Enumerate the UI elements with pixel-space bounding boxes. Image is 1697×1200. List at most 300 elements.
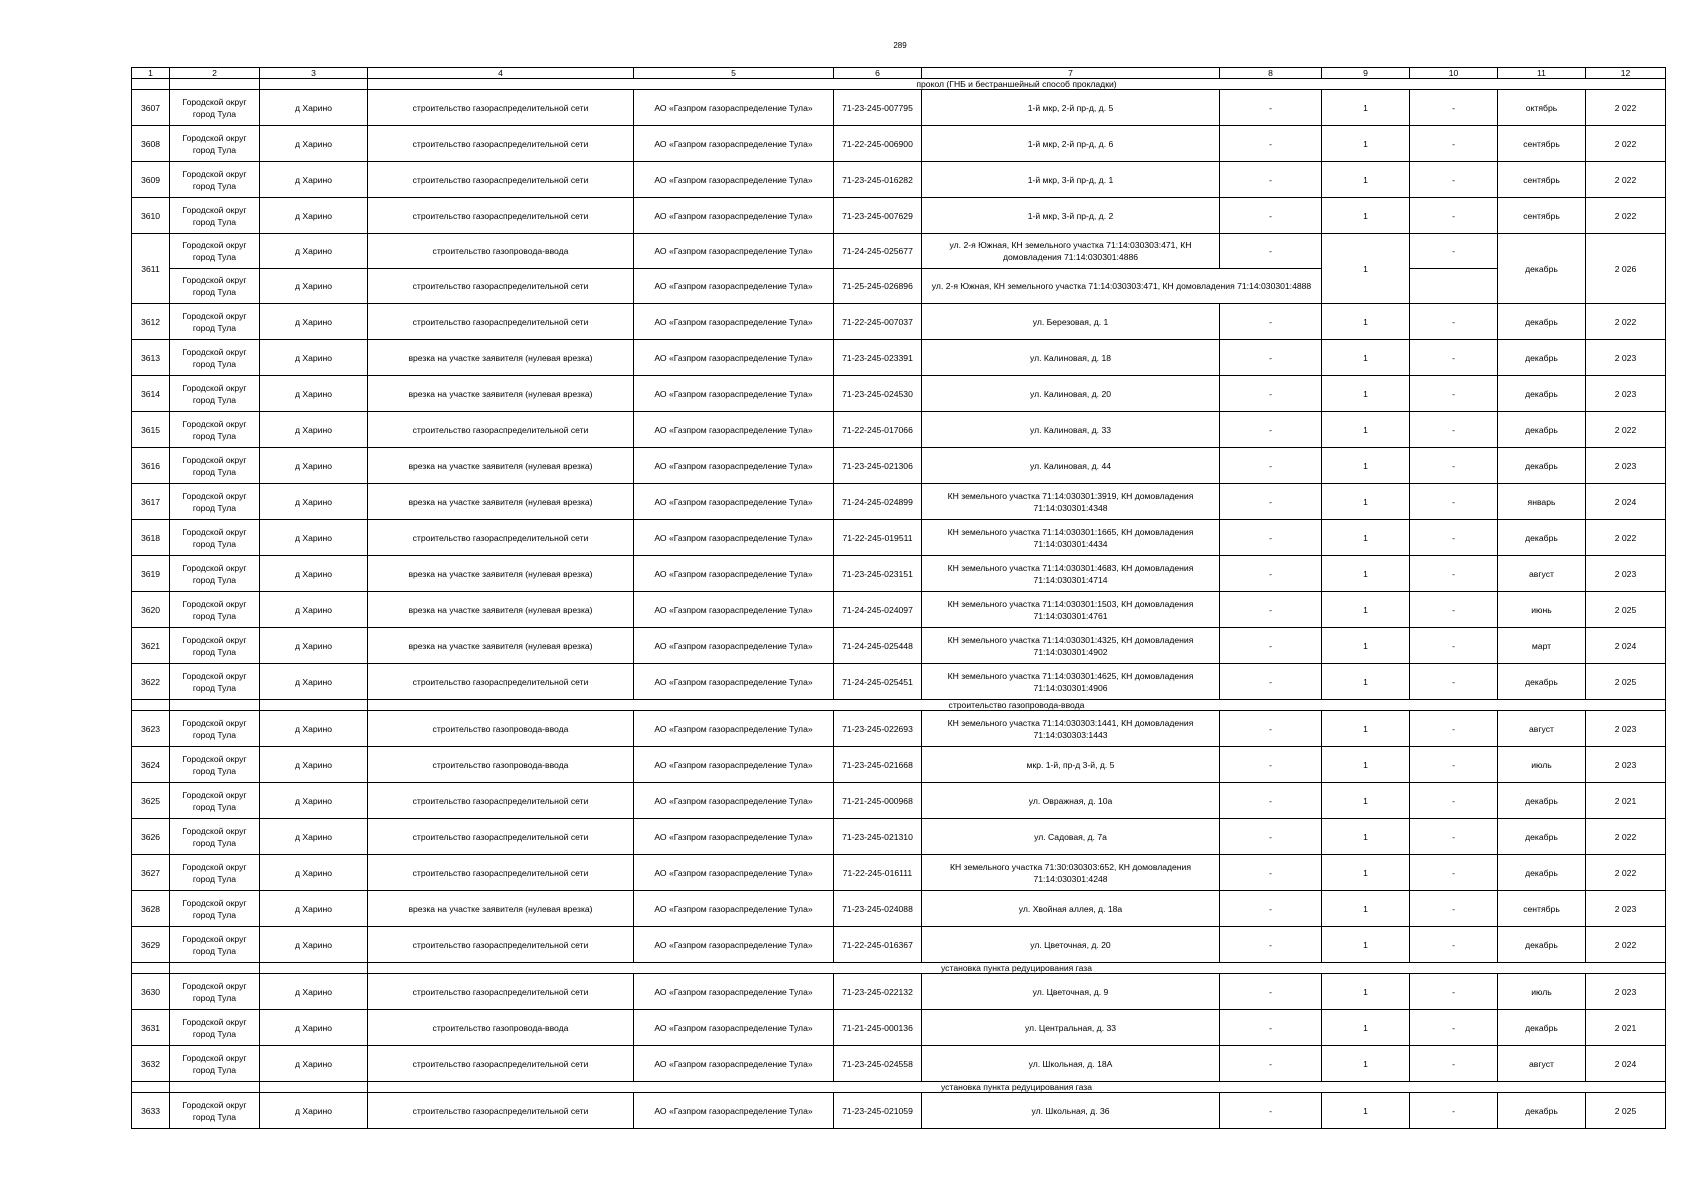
address-cell: КН земельного участка 71:14:030301:1665, КН домовладения 71:14:030301:4434	[922, 520, 1220, 556]
year-cell: 2 023	[1586, 556, 1666, 592]
month-cell: июль	[1498, 747, 1586, 783]
work-type-cell: врезка на участке заявителя (нулевая врезка)	[368, 592, 634, 628]
col10-cell: -	[1410, 891, 1498, 927]
application-code-cell: 71-24-245-025677	[834, 234, 922, 269]
col9-cell: 1	[1322, 198, 1410, 234]
work-type-cell: строительство газораспределительной сети	[368, 269, 634, 304]
table-row	[132, 162, 1666, 198]
address-cell: ул. 2-я Южная, КН земельного участка 71:14:030303:471, КН домовладения 71:14:030301:4886	[922, 234, 1220, 269]
application-code-cell: 71-23-245-022693	[834, 711, 922, 747]
work-type-cell: врезка на участке заявителя (нулевая врезка)	[368, 628, 634, 664]
col10-cell: -	[1410, 855, 1498, 891]
col8-cell: -	[1220, 1010, 1322, 1046]
row-number: 3609	[132, 162, 170, 198]
month-cell: август	[1498, 556, 1586, 592]
table-row	[132, 1093, 1666, 1129]
col10-cell: -	[1410, 664, 1498, 700]
district-cell: Городской округ город Тула	[170, 90, 260, 126]
district-cell: Городской округ город Тула	[170, 974, 260, 1010]
col10-cell: -	[1410, 628, 1498, 664]
district-cell: Городской округ город Тула	[170, 747, 260, 783]
work-type-cell: строительство газораспределительной сети	[368, 126, 634, 162]
work-type-cell: строительство газораспределительной сети	[368, 819, 634, 855]
district-cell: Городской округ город Тула	[170, 412, 260, 448]
col-header-11: 11	[1498, 68, 1586, 79]
col9-cell: 1	[1322, 556, 1410, 592]
year-cell: 2 025	[1586, 664, 1666, 700]
col8-cell: -	[1220, 340, 1322, 376]
organization-cell: АО «Газпром газораспределение Тула»	[634, 783, 834, 819]
work-type-cell: строительство газораспределительной сети	[368, 974, 634, 1010]
district-cell: Городской округ город Тула	[170, 376, 260, 412]
col10-cell: -	[1410, 783, 1498, 819]
table-body	[132, 68, 1666, 1129]
col9-cell: 1	[1322, 628, 1410, 664]
month-cell: декабрь	[1498, 927, 1586, 963]
month-cell: сентябрь	[1498, 126, 1586, 162]
work-type-cell: строительство газопровода-ввода	[368, 747, 634, 783]
address-cell: ул. Калиновая, д. 44	[922, 448, 1220, 484]
table-row	[132, 556, 1666, 592]
section-header-row	[132, 700, 1666, 711]
col10-cell: -	[1410, 1046, 1498, 1082]
address-cell: КН земельного участка 71:14:030301:4683, КН домовладения 71:14:030301:4714	[922, 556, 1220, 592]
col-header-3: 3	[260, 68, 368, 79]
col8-cell: -	[1220, 855, 1322, 891]
work-type-cell: строительство газораспределительной сети	[368, 90, 634, 126]
row-number: 3623	[132, 711, 170, 747]
organization-cell: АО «Газпром газораспределение Тула»	[634, 819, 834, 855]
col8-cell: -	[1220, 664, 1322, 700]
village-cell: д Харино	[260, 376, 368, 412]
year-cell: 2 023	[1586, 711, 1666, 747]
col8-cell: -	[1220, 819, 1322, 855]
col8-cell: -	[1220, 90, 1322, 126]
application-code-cell: 71-23-245-024530	[834, 376, 922, 412]
address-cell: ул. Калиновая, д. 20	[922, 376, 1220, 412]
year-cell: 2 021	[1586, 1010, 1666, 1046]
col9-cell: 1	[1322, 711, 1410, 747]
village-cell: д Харино	[260, 1046, 368, 1082]
table-row	[132, 376, 1666, 412]
address-cell: ул. Школьная, д. 18А	[922, 1046, 1220, 1082]
empty-cell	[170, 79, 260, 90]
col10-cell: -	[1410, 198, 1498, 234]
district-cell: Городской округ город Тула	[170, 448, 260, 484]
work-type-cell: врезка на участке заявителя (нулевая врезка)	[368, 448, 634, 484]
village-cell: д Харино	[260, 234, 368, 269]
col8-cell: -	[1220, 412, 1322, 448]
village-cell: д Харино	[260, 1010, 368, 1046]
col9-cell: 1	[1322, 376, 1410, 412]
address-cell: КН земельного участка 71:14:030301:4325, КН домовладения 71:14:030301:4902	[922, 628, 1220, 664]
district-cell: Городской округ город Тула	[170, 162, 260, 198]
table-row	[132, 304, 1666, 340]
district-cell: Городской округ город Тула	[170, 783, 260, 819]
empty-cell	[170, 963, 260, 974]
col10-cell: -	[1410, 819, 1498, 855]
address-cell: КН земельного участка 71:30:030303:652, КН домовладения 71:14:030301:4248	[922, 855, 1220, 891]
application-code-cell: 71-22-245-016367	[834, 927, 922, 963]
application-code-cell: 71-23-245-007795	[834, 90, 922, 126]
col9-cell: 1	[1322, 340, 1410, 376]
table-row	[132, 1046, 1666, 1082]
row-number: 3632	[132, 1046, 170, 1082]
work-type-cell: врезка на участке заявителя (нулевая врезка)	[368, 376, 634, 412]
village-cell: д Харино	[260, 819, 368, 855]
year-cell: 2 023	[1586, 974, 1666, 1010]
col8-cell: -	[1220, 747, 1322, 783]
month-cell: декабрь	[1498, 783, 1586, 819]
organization-cell: АО «Газпром газораспределение Тула»	[634, 1010, 834, 1046]
row-number: 3618	[132, 520, 170, 556]
address-cell: 1-й мкр, 2-й пр-д, д. 6	[922, 126, 1220, 162]
organization-cell: АО «Газпром газораспределение Тула»	[634, 269, 834, 304]
district-cell: Городской округ город Тула	[170, 304, 260, 340]
col-header-9: 9	[1322, 68, 1410, 79]
address-cell: ул. Овражная, д. 10а	[922, 783, 1220, 819]
col10-cell: -	[1410, 234, 1498, 269]
col9-cell: 1	[1322, 1093, 1410, 1129]
row-number: 3617	[132, 484, 170, 520]
address-cell: ул. 2-я Южная, КН земельного участка 71:14:030303:471, КН домовладения 71:14:030301:4888	[922, 269, 1322, 304]
row-number: 3624	[132, 747, 170, 783]
address-cell: КН земельного участка 71:14:030301:1503, КН домовладения 71:14:030301:4761	[922, 592, 1220, 628]
table-row	[132, 891, 1666, 927]
col10-cell: -	[1410, 412, 1498, 448]
year-cell: 2 025	[1586, 592, 1666, 628]
village-cell: д Харино	[260, 198, 368, 234]
col-header-7: 7	[922, 68, 1220, 79]
col8-cell: -	[1220, 484, 1322, 520]
col9-cell: 1	[1322, 855, 1410, 891]
row-number: 3633	[132, 1093, 170, 1129]
empty-cell	[260, 79, 368, 90]
address-cell: КН земельного участка 71:14:030301:3919, КН домовладения 71:14:030301:4348	[922, 484, 1220, 520]
organization-cell: АО «Газпром газораспределение Тула»	[634, 126, 834, 162]
col9-cell: 1	[1322, 234, 1410, 304]
work-type-cell: строительство газопровода-ввода	[368, 234, 634, 269]
application-code-cell: 71-24-245-025451	[834, 664, 922, 700]
row-number: 3613	[132, 340, 170, 376]
year-cell: 2 022	[1586, 412, 1666, 448]
village-cell: д Харино	[260, 974, 368, 1010]
month-cell: июнь	[1498, 592, 1586, 628]
section-title: строительство газопровода-ввода	[368, 700, 1666, 711]
col10-cell: -	[1410, 304, 1498, 340]
column-header-row	[132, 68, 1666, 79]
col8-cell: -	[1220, 162, 1322, 198]
col10-cell: -	[1410, 448, 1498, 484]
col9-cell: 1	[1322, 747, 1410, 783]
col8-cell: -	[1220, 711, 1322, 747]
district-cell: Городской округ город Тула	[170, 628, 260, 664]
empty-cell	[260, 1082, 368, 1093]
col8-cell: -	[1220, 927, 1322, 963]
village-cell: д Харино	[260, 126, 368, 162]
year-cell: 2 022	[1586, 855, 1666, 891]
table-row	[132, 234, 1666, 269]
col9-cell: 1	[1322, 927, 1410, 963]
col10-cell: -	[1410, 927, 1498, 963]
empty-cell	[260, 700, 368, 711]
month-cell: декабрь	[1498, 234, 1586, 304]
village-cell: д Харино	[260, 340, 368, 376]
organization-cell: АО «Газпром газораспределение Тула»	[634, 484, 834, 520]
address-cell: ул. Калиновая, д. 33	[922, 412, 1220, 448]
empty-cell	[170, 1082, 260, 1093]
year-cell: 2 022	[1586, 304, 1666, 340]
col8-cell: -	[1220, 198, 1322, 234]
col9-cell: 1	[1322, 126, 1410, 162]
year-cell: 2 021	[1586, 783, 1666, 819]
table-row	[132, 783, 1666, 819]
row-number: 3626	[132, 819, 170, 855]
work-type-cell: врезка на участке заявителя (нулевая врезка)	[368, 484, 634, 520]
row-number: 3615	[132, 412, 170, 448]
application-code-cell: 71-24-245-024899	[834, 484, 922, 520]
year-cell: 2 024	[1586, 484, 1666, 520]
month-cell: декабрь	[1498, 412, 1586, 448]
year-cell: 2 022	[1586, 819, 1666, 855]
year-cell: 2 022	[1586, 162, 1666, 198]
address-cell: 1-й мкр, 3-й пр-д, д. 2	[922, 198, 1220, 234]
organization-cell: АО «Газпром газораспределение Тула»	[634, 927, 834, 963]
year-cell: 2 023	[1586, 340, 1666, 376]
col9-cell: 1	[1322, 1010, 1410, 1046]
month-cell: январь	[1498, 484, 1586, 520]
village-cell: д Харино	[260, 90, 368, 126]
organization-cell: АО «Газпром газораспределение Тула»	[634, 664, 834, 700]
table-row	[132, 747, 1666, 783]
col-header-12: 12	[1586, 68, 1666, 79]
application-code-cell: 71-23-245-021306	[834, 448, 922, 484]
col10-cell: -	[1410, 520, 1498, 556]
district-cell: Городской округ город Тула	[170, 711, 260, 747]
village-cell: д Харино	[260, 484, 368, 520]
organization-cell: АО «Газпром газораспределение Тула»	[634, 304, 834, 340]
village-cell: д Харино	[260, 891, 368, 927]
district-cell: Городской округ город Тула	[170, 1010, 260, 1046]
year-cell: 2 025	[1586, 1093, 1666, 1129]
application-code-cell: 71-23-245-021059	[834, 1093, 922, 1129]
col-header-1: 1	[132, 68, 170, 79]
row-number: 3630	[132, 974, 170, 1010]
application-code-cell: 71-23-245-023151	[834, 556, 922, 592]
work-type-cell: строительство газораспределительной сети	[368, 927, 634, 963]
application-code-cell: 71-22-245-016111	[834, 855, 922, 891]
col10-cell: -	[1410, 340, 1498, 376]
row-number: 3625	[132, 783, 170, 819]
application-code-cell: 71-22-245-007037	[834, 304, 922, 340]
month-cell: сентябрь	[1498, 198, 1586, 234]
col9-cell: 1	[1322, 304, 1410, 340]
work-type-cell: врезка на участке заявителя (нулевая врезка)	[368, 891, 634, 927]
table-row	[132, 628, 1666, 664]
col8-cell: -	[1220, 520, 1322, 556]
col9-cell: 1	[1322, 592, 1410, 628]
table-row	[132, 484, 1666, 520]
table-row	[132, 664, 1666, 700]
village-cell: д Харино	[260, 664, 368, 700]
address-cell: ул. Центральная, д. 33	[922, 1010, 1220, 1046]
application-code-cell: 71-23-245-021668	[834, 747, 922, 783]
work-type-cell: строительство газораспределительной сети	[368, 162, 634, 198]
village-cell: д Харино	[260, 304, 368, 340]
organization-cell: АО «Газпром газораспределение Тула»	[634, 556, 834, 592]
col8-cell: -	[1220, 234, 1322, 269]
organization-cell: АО «Газпром газораспределение Тула»	[634, 1046, 834, 1082]
work-type-cell: строительство газопровода-ввода	[368, 711, 634, 747]
col10-cell	[1410, 269, 1498, 304]
col10-cell: -	[1410, 484, 1498, 520]
col9-cell: 1	[1322, 448, 1410, 484]
village-cell: д Харино	[260, 783, 368, 819]
col10-cell: -	[1410, 556, 1498, 592]
month-cell: декабрь	[1498, 855, 1586, 891]
year-cell: 2 023	[1586, 891, 1666, 927]
work-type-cell: строительство газораспределительной сети	[368, 855, 634, 891]
application-code-cell: 71-23-245-022132	[834, 974, 922, 1010]
row-number: 3619	[132, 556, 170, 592]
col8-cell: -	[1220, 891, 1322, 927]
work-type-cell: строительство газораспределительной сети	[368, 412, 634, 448]
district-cell: Городской округ город Тула	[170, 520, 260, 556]
objects-table	[131, 67, 1666, 1129]
month-cell: сентябрь	[1498, 162, 1586, 198]
application-code-cell: 71-23-245-023391	[834, 340, 922, 376]
village-cell: д Харино	[260, 747, 368, 783]
row-number: 3612	[132, 304, 170, 340]
month-cell: март	[1498, 628, 1586, 664]
col9-cell: 1	[1322, 1046, 1410, 1082]
col9-cell: 1	[1322, 819, 1410, 855]
month-cell: декабрь	[1498, 1093, 1586, 1129]
col-header-8: 8	[1220, 68, 1322, 79]
application-code-cell: 71-22-245-006900	[834, 126, 922, 162]
col9-cell: 1	[1322, 412, 1410, 448]
village-cell: д Харино	[260, 711, 368, 747]
col-header-4: 4	[368, 68, 634, 79]
row-number: 3621	[132, 628, 170, 664]
table-row	[132, 1010, 1666, 1046]
month-cell: декабрь	[1498, 819, 1586, 855]
section-header-row	[132, 963, 1666, 974]
col8-cell: -	[1220, 126, 1322, 162]
section-title: установка пункта редуцирования газа	[368, 1082, 1666, 1093]
month-cell: август	[1498, 711, 1586, 747]
col8-cell: -	[1220, 556, 1322, 592]
district-cell: Городской округ город Тула	[170, 891, 260, 927]
table-row	[132, 126, 1666, 162]
row-number: 3628	[132, 891, 170, 927]
district-cell: Городской округ город Тула	[170, 556, 260, 592]
year-cell: 2 023	[1586, 376, 1666, 412]
application-code-cell: 71-23-245-024558	[834, 1046, 922, 1082]
application-code-cell: 71-23-245-007629	[834, 198, 922, 234]
col10-cell: -	[1410, 711, 1498, 747]
year-cell: 2 023	[1586, 448, 1666, 484]
col8-cell: -	[1220, 1046, 1322, 1082]
col9-cell: 1	[1322, 664, 1410, 700]
table-row	[132, 412, 1666, 448]
address-cell: КН земельного участка 71:14:030301:4625, КН домовладения 71:14:030301:4906	[922, 664, 1220, 700]
address-cell: 1-й мкр, 3-й пр-д, д. 1	[922, 162, 1220, 198]
application-code-cell: 71-23-245-024088	[834, 891, 922, 927]
district-cell: Городской округ город Тула	[170, 927, 260, 963]
month-cell: декабрь	[1498, 664, 1586, 700]
work-type-cell: строительство газораспределительной сети	[368, 1046, 634, 1082]
work-type-cell: строительство газораспределительной сети	[368, 304, 634, 340]
address-cell: ул. Березовая, д. 1	[922, 304, 1220, 340]
month-cell: декабрь	[1498, 1010, 1586, 1046]
col10-cell: -	[1410, 126, 1498, 162]
address-cell: ул. Хвойная аллея, д. 18а	[922, 891, 1220, 927]
year-cell: 2 023	[1586, 747, 1666, 783]
col9-cell: 1	[1322, 90, 1410, 126]
year-cell: 2 022	[1586, 198, 1666, 234]
application-code-cell: 71-22-245-017066	[834, 412, 922, 448]
row-number: 3607	[132, 90, 170, 126]
table-row	[132, 448, 1666, 484]
application-code-cell: 71-21-245-000136	[834, 1010, 922, 1046]
row-number: 3616	[132, 448, 170, 484]
village-cell: д Харино	[260, 162, 368, 198]
organization-cell: АО «Газпром газораспределение Тула»	[634, 162, 834, 198]
work-type-cell: строительство газораспределительной сети	[368, 1093, 634, 1129]
work-type-cell: врезка на участке заявителя (нулевая врезка)	[368, 340, 634, 376]
table-row	[132, 269, 1666, 304]
address-cell: ул. Школьная, д. 36	[922, 1093, 1220, 1129]
col10-cell: -	[1410, 1010, 1498, 1046]
month-cell: декабрь	[1498, 304, 1586, 340]
col8-cell: -	[1220, 783, 1322, 819]
organization-cell: АО «Газпром газораспределение Тула»	[634, 376, 834, 412]
empty-cell	[132, 700, 170, 711]
row-number: 3608	[132, 126, 170, 162]
empty-cell	[170, 700, 260, 711]
col9-cell: 1	[1322, 520, 1410, 556]
district-cell: Городской округ город Тула	[170, 664, 260, 700]
row-number: 3622	[132, 664, 170, 700]
work-type-cell: строительство газораспределительной сети	[368, 783, 634, 819]
month-cell: август	[1498, 1046, 1586, 1082]
village-cell: д Харино	[260, 1093, 368, 1129]
address-cell: мкр. 1-й, пр-д 3-й, д. 5	[922, 747, 1220, 783]
col10-cell: -	[1410, 974, 1498, 1010]
application-code-cell: 71-25-245-026896	[834, 269, 922, 304]
village-cell: д Харино	[260, 556, 368, 592]
organization-cell: АО «Газпром газораспределение Тула»	[634, 1093, 834, 1129]
application-code-cell: 71-24-245-024097	[834, 592, 922, 628]
col8-cell: -	[1220, 592, 1322, 628]
col10-cell: -	[1410, 90, 1498, 126]
row-number: 3631	[132, 1010, 170, 1046]
work-type-cell: врезка на участке заявителя (нулевая врезка)	[368, 556, 634, 592]
district-cell: Городской округ город Тула	[170, 269, 260, 304]
table-row	[132, 711, 1666, 747]
organization-cell: АО «Газпром газораспределение Тула»	[634, 520, 834, 556]
year-cell: 2 026	[1586, 234, 1666, 304]
application-code-cell: 71-22-245-019511	[834, 520, 922, 556]
organization-cell: АО «Газпром газораспределение Тула»	[634, 412, 834, 448]
row-number: 3627	[132, 855, 170, 891]
year-cell: 2 022	[1586, 520, 1666, 556]
village-cell: д Харино	[260, 448, 368, 484]
table-row	[132, 592, 1666, 628]
organization-cell: АО «Газпром газораспределение Тула»	[634, 855, 834, 891]
col9-cell: 1	[1322, 891, 1410, 927]
